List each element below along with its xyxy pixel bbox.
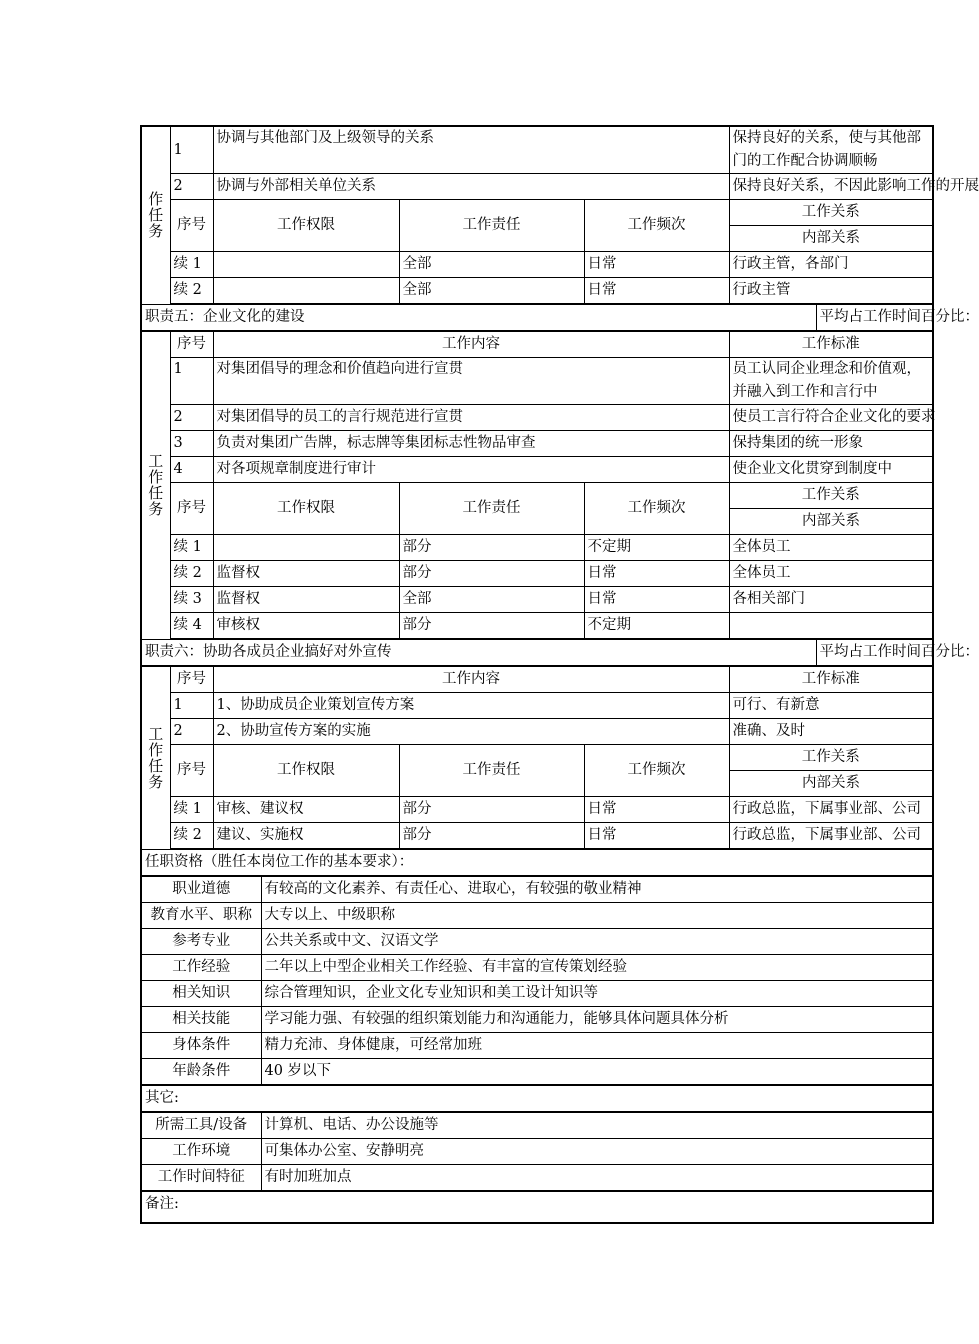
task-standard: 保持良好的关系，使与其他部门的工作配合协调顺畅 [729,126,933,174]
rel-responsibility: 全部 [399,278,584,305]
task-no: 1 [170,693,213,719]
rel-authority: 建议、实施权 [213,823,399,850]
task-standard: 使企业文化贯穿到制度中 [729,457,933,483]
task-content: 1、协助成员企业策划宣传方案 [213,693,729,719]
qual-label: 身体条件 [141,1033,261,1059]
task-no: 2 [170,174,213,200]
rel-authority [213,252,399,278]
rel-no: 续 3 [170,587,213,613]
rel-internal: 行政主管 [729,278,933,305]
header-responsibility: 工作责任 [399,483,584,535]
header-relations: 工作关系 [729,200,933,226]
task-standard: 使员工言行符合企业文化的要求 [729,405,933,431]
other-label: 工作时间特征 [141,1165,261,1192]
header-no: 序号 [170,745,213,797]
task-no: 1 [170,358,213,405]
qual-value: 有较高的文化素养、有责任心、进取心，有较强的敬业精神 [261,876,933,903]
task-content: 对集团倡导的员工的言行规范进行宣贯 [213,405,729,431]
rel-frequency: 日常 [584,797,729,823]
header-internal: 内部关系 [729,771,933,797]
rel-internal: 行政主管，各部门 [729,252,933,278]
header-standard: 工作标准 [729,331,933,358]
task-content: 协调与外部相关单位关系 [213,174,729,200]
qual-value: 大专以上、中级职称 [261,903,933,929]
other-title: 其它: [141,1085,933,1112]
rel-internal [729,613,933,640]
task-standard: 员工认同企业理念和价值观，并融入到工作和言行中 [729,358,933,405]
rel-authority [213,278,399,305]
duty5-percent: 平均占工作时间百分比： [816,304,933,331]
rel-authority: 监督权 [213,561,399,587]
qual-label: 工作经验 [141,955,261,981]
qual-value: 精力充沛、身体健康，可经常加班 [261,1033,933,1059]
rel-internal: 行政总监，下属事业部、公司 [729,823,933,850]
header-responsibility: 工作责任 [399,200,584,252]
header-no: 序号 [170,200,213,252]
rel-responsibility: 部分 [399,797,584,823]
rel-frequency: 不定期 [584,535,729,561]
header-authority: 工作权限 [213,200,399,252]
section-label-duty5: 工 作 任 务 [141,331,170,639]
rel-frequency: 日常 [584,587,729,613]
rel-responsibility: 部分 [399,823,584,850]
header-internal: 内部关系 [729,226,933,252]
task-content: 负责对集团广告牌，标志牌等集团标志性物品审查 [213,431,729,457]
rel-responsibility: 部分 [399,613,584,640]
task-no: 4 [170,457,213,483]
qual-label: 参考专业 [141,929,261,955]
task-no: 3 [170,431,213,457]
qual-value: 公共关系或中文、汉语文学 [261,929,933,955]
rel-internal: 各相关部门 [729,587,933,613]
header-content: 工作内容 [213,331,729,358]
rel-no: 续 2 [170,278,213,305]
rel-frequency: 日常 [584,252,729,278]
task-content: 2、协助宣传方案的实施 [213,719,729,745]
other-value: 可集体办公室、安静明亮 [261,1139,933,1165]
task-no: 1 [170,126,213,174]
other-value: 有时加班加点 [261,1165,933,1192]
rel-responsibility: 全部 [399,587,584,613]
qual-value: 40 岁以下 [261,1059,933,1086]
task-standard: 保持集团的统一形象 [729,431,933,457]
header-relations: 工作关系 [729,745,933,771]
rel-responsibility: 部分 [399,535,584,561]
task-content: 协调与其他部门及上级领导的关系 [213,126,729,174]
duty6-title: 职责六：协助各成员企业搞好对外宣传 [141,639,816,666]
header-frequency: 工作频次 [584,745,729,797]
rel-frequency: 日常 [584,561,729,587]
header-relations: 工作关系 [729,483,933,509]
header-no: 序号 [170,331,213,358]
header-no: 序号 [170,483,213,535]
header-internal: 内部关系 [729,509,933,535]
header-authority: 工作权限 [213,483,399,535]
header-responsibility: 工作责任 [399,745,584,797]
duty5-title: 职责五：企业文化的建设 [141,304,816,331]
rel-authority: 审核、建议权 [213,797,399,823]
other-label: 所需工具/设备 [141,1112,261,1139]
task-content: 对各项规章制度进行审计 [213,457,729,483]
header-standard: 工作标准 [729,666,933,693]
rel-authority: 审核权 [213,613,399,640]
rel-no: 续 1 [170,797,213,823]
rel-internal: 行政总监，下属事业部、公司 [729,797,933,823]
rel-frequency: 日常 [584,823,729,850]
rel-authority: 监督权 [213,587,399,613]
qual-label: 相关技能 [141,1007,261,1033]
section-label-tasks-cont: 作 任 务 [141,126,170,304]
other-value: 计算机、电话、办公设施等 [261,1112,933,1139]
task-no: 2 [170,719,213,745]
rel-no: 续 1 [170,252,213,278]
header-frequency: 工作频次 [584,483,729,535]
qual-value: 学习能力强、有较强的组织策划能力和沟通能力，能够具体问题具体分析 [261,1007,933,1033]
duty6-percent: 平均占工作时间百分比： [816,639,933,666]
rel-responsibility: 部分 [399,561,584,587]
header-content: 工作内容 [213,666,729,693]
header-no: 序号 [170,666,213,693]
qual-label: 相关知识 [141,981,261,1007]
task-standard: 准确、及时 [729,719,933,745]
qual-label: 教育水平、职称 [141,903,261,929]
rel-no: 续 2 [170,823,213,850]
header-frequency: 工作频次 [584,200,729,252]
qual-label: 年龄条件 [141,1059,261,1086]
remarks-title: 备注: [141,1191,933,1223]
task-content: 对集团倡导的理念和价值趋向进行宣贯 [213,358,729,405]
qual-value: 综合管理知识，企业文化专业知识和美工设计知识等 [261,981,933,1007]
qual-label: 职业道德 [141,876,261,903]
rel-frequency: 不定期 [584,613,729,640]
other-label: 工作环境 [141,1139,261,1165]
rel-internal: 全体员工 [729,561,933,587]
rel-no: 续 1 [170,535,213,561]
rel-responsibility: 全部 [399,252,584,278]
task-standard: 保持良好关系，不因此影响工作的开展 [729,174,933,200]
rel-internal: 全体员工 [729,535,933,561]
rel-no: 续 4 [170,613,213,640]
task-standard: 可行、有新意 [729,693,933,719]
header-authority: 工作权限 [213,745,399,797]
job-description-table [140,125,979,1224]
rel-authority [213,535,399,561]
task-no: 2 [170,405,213,431]
section-label-duty6: 工 作 任 务 [141,666,170,849]
rel-frequency: 日常 [584,278,729,305]
rel-no: 续 2 [170,561,213,587]
qualifications-title: 任职资格（胜任本岗位工作的基本要求）： [141,849,933,876]
qual-value: 二年以上中型企业相关工作经验、有丰富的宣传策划经验 [261,955,933,981]
